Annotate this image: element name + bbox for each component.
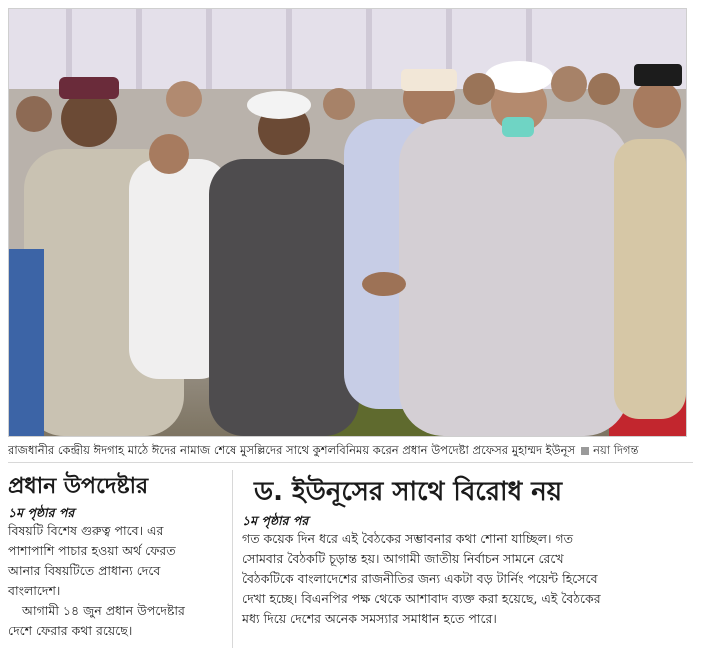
column-divider <box>232 470 233 648</box>
left-article-headline: প্রধান উপদেষ্টার <box>8 474 149 499</box>
right-article <box>242 472 694 629</box>
right-article-headline: ড. ইউনূসের সাথে বিরোধ নয় <box>254 477 563 507</box>
caption-text: রাজধানীর কেন্দ্রীয় ঈদগাহ মাঠে ঈদের নামাজ শেষে মুসল্লিদের সাথে কুশলবিনিময় করেন প্রধান উপদেষ্টা প্রফেসর মুহাম্মদ ইউনূস <box>8 443 576 457</box>
right-article-continued-from: ১ম পৃষ্ঠার পর <box>242 513 309 528</box>
left-article-line: পাশাপাশি পাচার হওয়া অর্থ ফেরত <box>8 543 176 558</box>
caption-credit: নয়া দিগন্ত <box>593 443 639 457</box>
left-article-line: আনার বিষয়টিতে প্রাধান্য দেবে <box>8 563 161 578</box>
horizontal-divider <box>8 462 693 463</box>
left-article-line: বিষয়টি বিশেষ গুরুত্ব পাবে। এর <box>8 523 164 538</box>
left-article <box>8 472 226 641</box>
right-article-line: বৈঠকটিকে বাংলাদেশের রাজনীতির জন্য একটা বড় টার্নিং পয়েন্ট হিসেবে <box>242 571 598 586</box>
photo-caption <box>8 441 685 459</box>
news-photo <box>8 8 687 437</box>
left-article-line: বাংলাদেশ। <box>8 583 61 598</box>
right-article-line: সোমবার বৈঠকটি চূড়ান্ত হয়। আগামী জাতীয় নির্বাচন সামনে রেখে <box>242 551 564 566</box>
right-article-line: দেখা হচ্ছে। বিএনপির পক্ষ থেকে আশাবাদ ব্যক্ত করা হয়েছে, এই বৈঠকের <box>242 591 601 606</box>
left-article-line: দেশে ফেরার কথা রয়েছে। <box>8 623 133 638</box>
photo-illustration <box>9 9 686 436</box>
caption-separator-square <box>581 447 589 455</box>
right-article-line: মধ্য দিয়ে দেশের অনেক সমস্যার সমাধান হতে পারে। <box>242 611 497 626</box>
right-article-line: গত কয়েক দিন ধরে এই বৈঠকের সম্ভাবনার কথা শোনা যাচ্ছিল। গত <box>242 531 573 546</box>
left-article-line: আগামী ১৪ জুন প্রধান উপদেষ্টার <box>22 603 185 618</box>
left-article-continued-from: ১ম পৃষ্ঠার পর <box>8 505 75 520</box>
